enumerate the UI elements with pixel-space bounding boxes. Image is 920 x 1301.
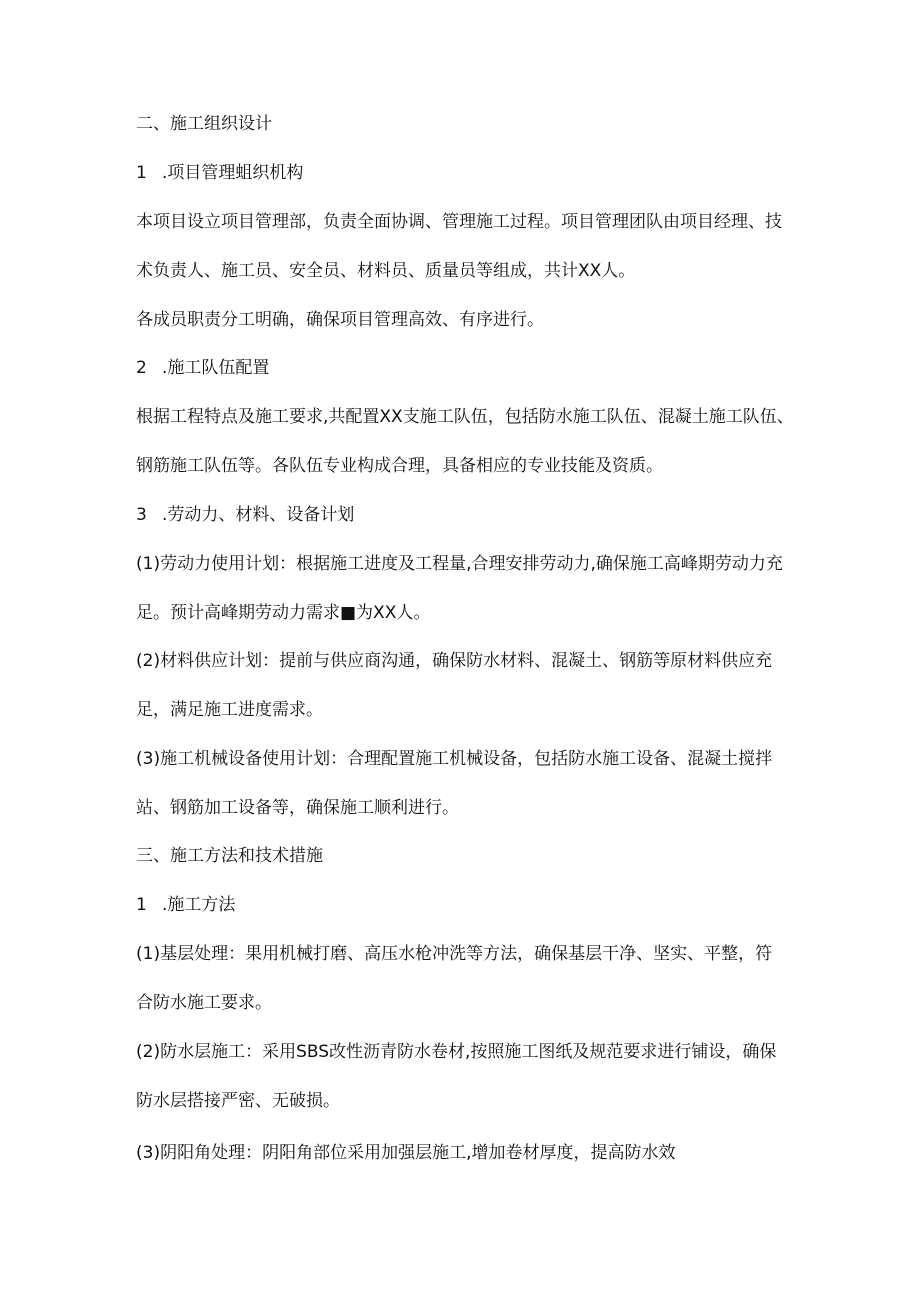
paragraph-line: 合防水施工要求。 — [136, 993, 272, 1013]
paragraph-line: (1)劳动力使用计划：根据施工进度及工程量,合理安排劳动力,确保施工高峰期劳动力充 — [136, 554, 783, 574]
paragraph-line: (1)基层处理：果用机械打磨、高压水枪冲洗等方法，确保基层干净、坚实、平整，符 — [136, 944, 773, 964]
paragraph-line: 本项目设立项目管理部，负责全面协调、管理施工过程。项目管理团队由项目经理、技 — [136, 212, 782, 232]
item-number: 3 — [136, 505, 147, 525]
paragraph-line: (3)施工机械设备使用计划：合理配置施工机械设备，包括防水施工设备、混凝土搅拌 — [136, 749, 773, 769]
paragraph-line: (2)防水层施工：采用SBS改性沥青防水卷材,按照施工图纸及规范要求进行铺设，确保 — [136, 1042, 777, 1062]
item-title: .劳动力、材料、设备计划 — [162, 505, 355, 525]
paragraph-line: 术负责人、施工员、安全员、材料员、质量员等组成，共计XX人。 — [136, 261, 636, 281]
item-title: .施工方法 — [162, 895, 236, 915]
item-2-1-heading — [136, 162, 816, 184]
item-3-1-heading — [136, 894, 816, 916]
item-number: 1 — [136, 163, 147, 183]
paragraph-line: (3)阴阳角处理：阴阳角部位采用加强层施工,增加卷材厚度，提高防水效 — [136, 1143, 676, 1163]
item-title: .项目管理蛆织机构 — [162, 163, 304, 183]
paragraph-line: 足，满足施工进度需求。 — [136, 700, 323, 720]
item-number: 2 — [136, 358, 147, 378]
paragraph-line: 防水层搭接严密、无破损。 — [136, 1091, 340, 1111]
item-title: .施工队伍配置 — [162, 358, 270, 378]
item-number: 1 — [136, 895, 147, 915]
item-2-2-heading — [136, 357, 816, 379]
paragraph-line: 各成员职责分工明确，确保项目管理高效、有序进行。 — [136, 310, 544, 330]
item-2-3-heading — [136, 504, 816, 526]
section-3-title: 三、施工方法和技术措施 — [136, 846, 323, 866]
paragraph-line: 足。预计高峰期劳动力需求■为XX人。 — [136, 603, 431, 623]
paragraph-line: 站、钢筋加工设备等，确保施工顺利进行。 — [136, 798, 459, 818]
section-2-title: 二、施工组织设计 — [136, 114, 272, 134]
paragraph-line: (2)材料供应计划：提前与供应商沟通，确保防水材料、混凝土、钢筋等原材料供应充 — [136, 651, 773, 671]
paragraph-line: 钢筋施工队伍等。各队伍专业构成合理，具备相应的专业技能及资质。 — [136, 456, 663, 476]
paragraph-line: 根据工程特点及施工要求,共配置XX支施工队伍，包括防水施工队伍、混凝土施工队伍、 — [136, 407, 794, 427]
